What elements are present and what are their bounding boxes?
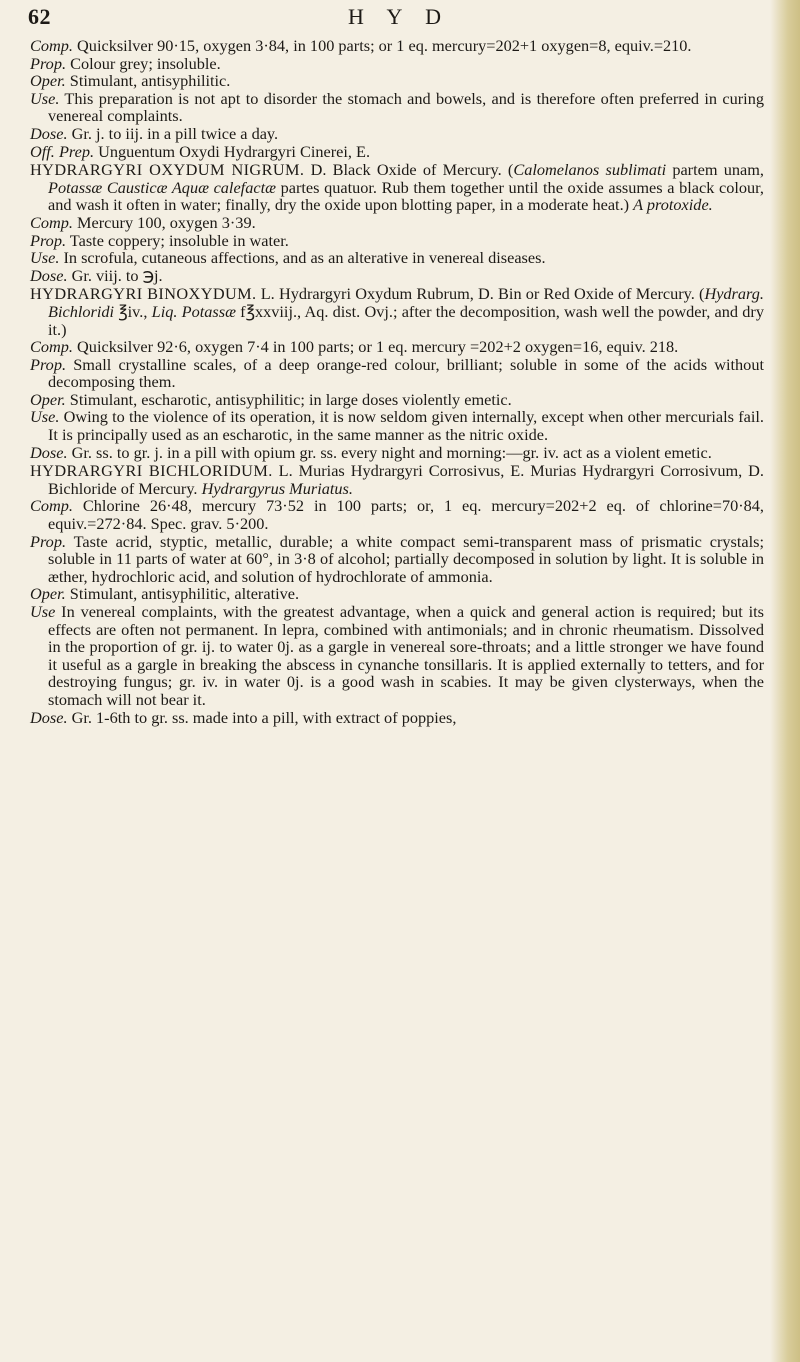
section-text: Gr. viij. to ℈j. (67, 265, 163, 285)
section-text: Small crystalline scales, of a deep orange-red colour, brilliant; soluble in some of the acids without decomposing them. (48, 354, 764, 392)
section-text: This preparation is not apt to disorder the stomach and bowels, and is therefore often preferred in curing venereal complaints. (48, 88, 764, 126)
sub-paragraph (30, 125, 764, 143)
sub-paragraph (30, 90, 764, 125)
sub-paragraph (30, 55, 764, 73)
entry-italic-text: Hydrargyrus Muriatus. (201, 478, 353, 498)
entry-italic-text: Calomelanos sublimati (513, 160, 667, 180)
entry-paragraph (30, 161, 764, 214)
section-label: Comp. (30, 496, 73, 516)
sub-paragraph (30, 37, 764, 55)
section-label: Dose. (30, 265, 68, 285)
section-label: Oper. (30, 389, 66, 409)
section-text: Owing to the violence of its operation, it is now seldom given internally, except when other mercurials fail. It is principally used as an escharotic, in the same manner as the nitric oxide. (48, 407, 764, 445)
entry-heading: HYDRARGYRI OXYDUM NIGRUM. (30, 160, 305, 180)
sub-paragraph (30, 267, 764, 285)
section-label: Dose. (30, 707, 68, 727)
section-text: Stimulant, antisyphilitic, alterative. (65, 584, 300, 604)
entry-text: ℥iv., (114, 301, 152, 321)
section-text: Stimulant, escharotic, antisyphilitic; in large doses violently emetic. (65, 389, 512, 409)
section-label: Use (30, 602, 56, 621)
section-label: Dose. (30, 442, 68, 462)
entry-text: L. Murias Hydrargyri Corrosivus, E. Murias Hydrargyri Corrosivum, D. Bichloride of Mercury. (48, 461, 765, 498)
entry-heading: HYDRARGYRI BICHLORIDUM. (30, 461, 273, 481)
section-text: Gr. 1-6th to gr. ss. made into a pill, with extract of poppies, (67, 707, 457, 727)
section-text: Stimulant, antisyphilitic. (65, 71, 231, 91)
sub-paragraph (30, 497, 764, 532)
entry-text: partes quatuor. Rub them together until the oxide assumes a black colour, and wash it often in water; finally, dry the oxide upon blotting paper, in a moderate heat.) (48, 177, 764, 215)
entry-text: L. Hydrargyri Oxydum Rubrum, D. Bin or Red Oxide of Mercury. ( (256, 284, 705, 304)
section-label: Prop. (30, 354, 67, 374)
section-text: Taste acrid, styptic, metallic, durable; a white compact semi-transparent mass of prismatic crystals; soluble in 11 parts of water at 60°, in 3·8 of alcohol; partially decomposed in solution by light. It is soluble in æther, hydrochloric acid, and solution of hydrochlorate of ammonia. (48, 531, 764, 586)
section-label: Prop. (30, 230, 67, 250)
sub-paragraph (30, 356, 764, 391)
section-text: In venereal complaints, with the greatest advantage, when a quick and general action is required; but its effects are often not permanent. In lepra, combined with antimonials; and in chronic rheumatism. Dissolved in the proportion of gr. ij. to water 0j. as a gargle in venereal sore-throats; and a little stronger we have found it useful as a gargle in breaking the abscess in cynanche tonsillaris. It is applied externally to tetters, and for destroying fungus; gr. iv. in water 0j. is a good wash in scabies. It may be given clysterways, when the stomach will not bear it. (48, 602, 764, 709)
running-head: H Y D (347, 4, 451, 29)
section-text: Quicksilver 90·15, oxygen 3·84, in 100 parts; or 1 eq. mercury=202+1 oxygen=8, equiv.=210. (72, 36, 692, 55)
entry-heading: HYDRARGYRI BINOXYDUM. (30, 284, 257, 304)
page-number: 62 (28, 4, 51, 29)
section-label: Comp. (30, 337, 73, 357)
sub-paragraph (30, 214, 764, 232)
section-label: Prop. (30, 53, 67, 73)
section-text: Gr. ss. to gr. j. in a pill with opium gr. ss. every night and morning:—gr. iv. act as a violent emetic. (67, 442, 712, 462)
section-text: Quicksilver 92·6, oxygen 7·4 in 100 parts; or 1 eq. mercury =202+2 oxygen=16, equiv. 218. (72, 337, 679, 357)
section-label: Comp. (30, 212, 73, 232)
section-text: Gr. j. to iij. in a pill twice a day. (67, 123, 279, 143)
sub-paragraph (30, 603, 764, 709)
entry-text: D. Black Oxide of Mercury. ( (304, 160, 514, 180)
page-header (28, 4, 770, 32)
section-text: In scrofula, cutaneous affections, and as an alterative in venereal diseases. (59, 248, 546, 268)
sub-paragraph (30, 143, 764, 161)
sub-paragraph (30, 444, 764, 462)
entry-italic-text: A protoxide. (633, 195, 713, 215)
section-text: Chlorine 26·48, mercury 73·52 in 100 parts; or, 1 eq. mercury=202+2 eq. of chlorine=70·84, equiv.=272·84. Spec. grav. 5·200. (48, 496, 764, 534)
section-text: Colour grey; insoluble. (66, 53, 221, 73)
section-text: Unguentum Oxydi Hydrargyri Cinerei, E. (94, 141, 371, 161)
entry-paragraph (30, 462, 764, 497)
section-label: Dose. (30, 123, 68, 143)
entry-italic-text: Hydrarg. Bichloridi (48, 284, 764, 321)
section-label: Use. (30, 407, 60, 427)
sub-paragraph (30, 709, 764, 727)
section-label: Use. (30, 88, 60, 108)
entry-italic-text: Liq. Potassæ (151, 301, 236, 321)
sub-paragraph (30, 232, 764, 250)
section-label: Use. (30, 248, 60, 268)
page-edge (770, 0, 800, 1362)
section-text: Mercury 100, oxygen 3·39. (72, 212, 256, 232)
section-label: Comp. (30, 36, 73, 55)
section-label: Prop. (30, 531, 67, 551)
sub-paragraph (30, 533, 764, 586)
sub-paragraph (30, 585, 764, 603)
entry-text: f℥xxviij., Aq. dist. Ovj.; after the decomposition, wash well the powder, and dry it.) (48, 301, 764, 339)
section-label: Oper. (30, 584, 66, 604)
sub-paragraph (30, 72, 764, 90)
entry-text: partem unam, (666, 160, 764, 180)
entry-italic-text: Potassæ Causticæ Aquæ calefactæ (48, 177, 276, 197)
sub-paragraph (30, 249, 764, 267)
sub-paragraph (30, 408, 764, 443)
sub-paragraph (30, 338, 764, 356)
text-column (30, 37, 764, 726)
section-label: Oper. (30, 71, 66, 91)
entry-paragraph (30, 285, 764, 338)
section-text: Taste coppery; insoluble in water. (66, 230, 289, 250)
section-label: Off. Prep. (30, 141, 95, 161)
sub-paragraph (30, 391, 764, 409)
